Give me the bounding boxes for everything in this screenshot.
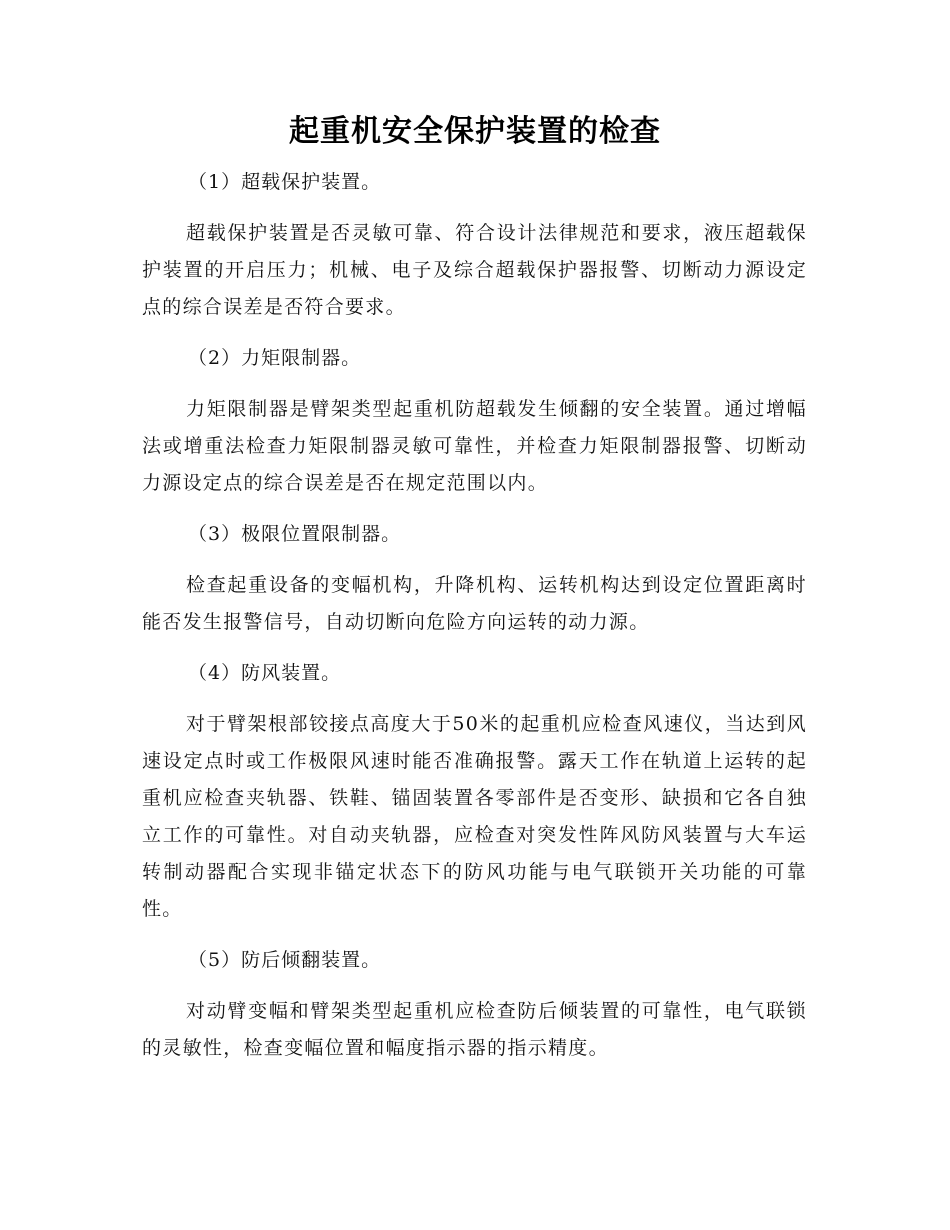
document-body — [142, 164, 807, 1081]
section-text-anti-tipping: 对动臂变幅和臂架类型起重机应检查防后倾装置的可靠性，电气联锁的灵敏性，检查变幅位置和幅度指示器的指示精度。 — [142, 1000, 807, 1059]
section-text-wind-protection: 对于臂架根部铰接点高度大于50米的起重机应检查风速仪，当达到风速设定点时或工作极限风速时能否准确报警。露天工作在轨道上运转的起重机应检查夹轨器、铁鞋、锚固装置各零部件是否变形、缺损和它各自独立工作的可靠性。对自动夹轨器，应检查对突发性阵风防风装置与大车运转制动器配合实现非锚定状态下的防风功能与电气联锁开关功能的可靠性。 — [142, 713, 807, 920]
section-heading-limit-position: （3）极限位置限制器。 — [188, 523, 402, 545]
section-heading-overload: （1）超载保护装置。 — [188, 171, 382, 193]
section-text-overload: 超载保护装置是否灵敏可靠、符合设计法律规范和要求，液压超载保护装置的开启压力；机械、电子及综合超载保护器报警、切断动力源设定点的综合误差是否符合要求。 — [142, 222, 807, 318]
section-text-limit-position: 检查起重设备的变幅机构，升降机构、运转机构达到设定位置距离时能否发生报警信号，自动切断向危险方向运转的动力源。 — [142, 574, 807, 633]
document-title: 起重机安全保护装置的检查 — [289, 114, 661, 149]
section-heading-anti-tipping: （5）防后倾翻装置。 — [188, 949, 382, 971]
section-text-torque-limiter: 力矩限制器是臂架类型起重机防超载发生倾翻的安全装置。通过增幅法或增重法检查力矩限制器灵敏可靠性，并检查力矩限制器报警、切断动力源设定点的综合误差是否在规定范围以内。 — [142, 398, 807, 494]
section-heading-torque-limiter: （2）力矩限制器。 — [188, 347, 362, 369]
section-heading-wind-protection: （4）防风装置。 — [188, 662, 342, 684]
